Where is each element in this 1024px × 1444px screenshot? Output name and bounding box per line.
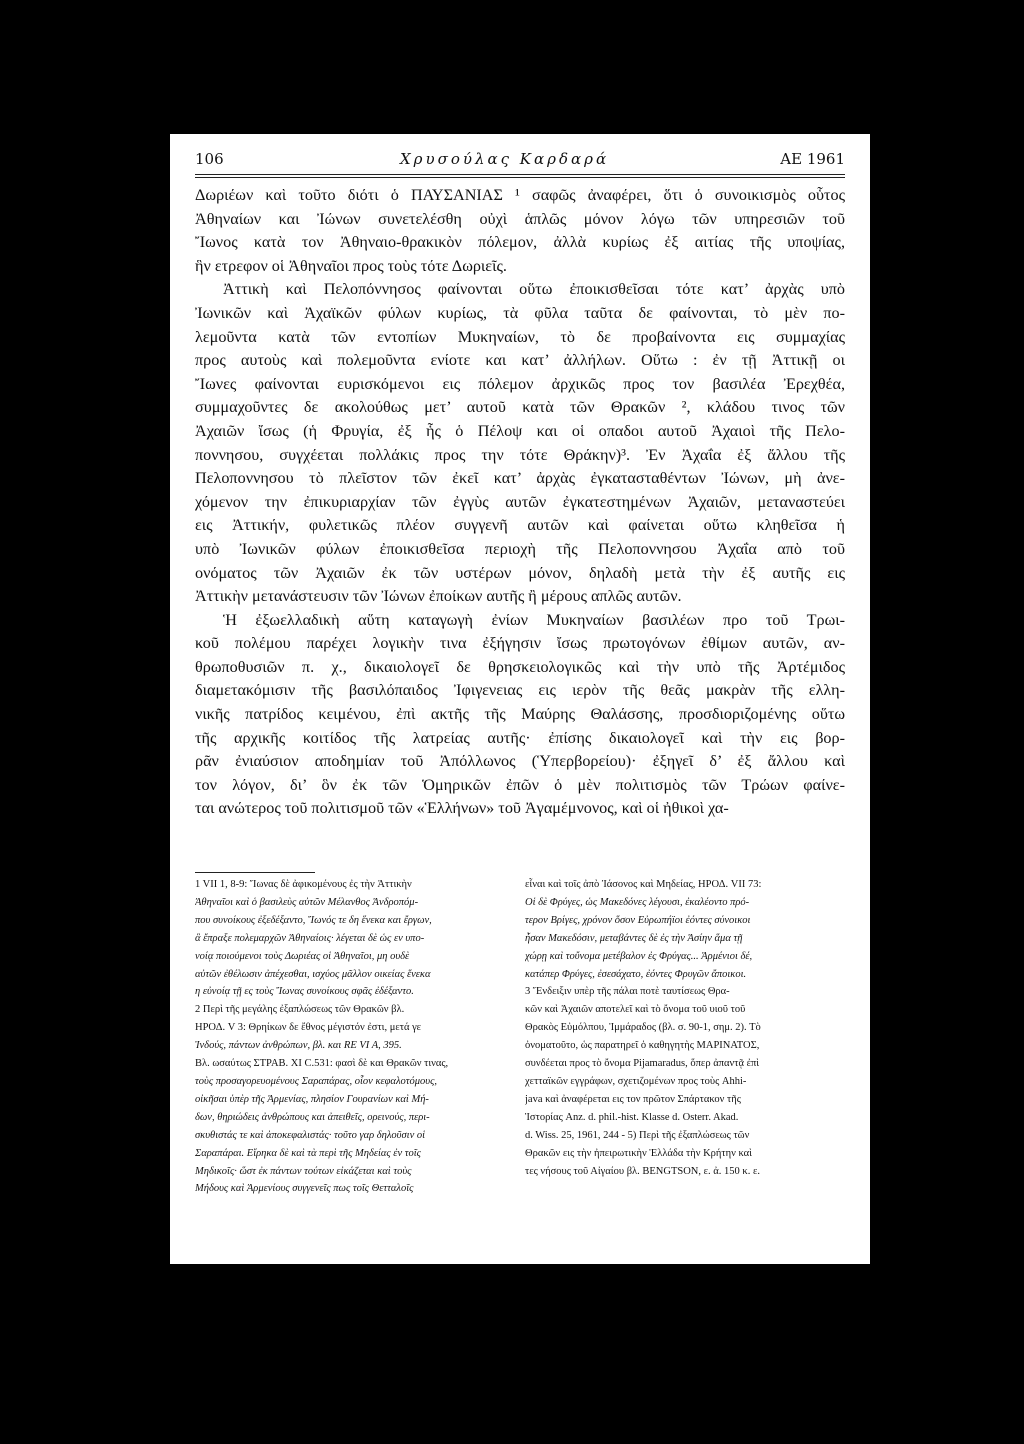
footnote-line: τες νήσους τοῦ Αἰγαίου βλ. BENGTSON, ε. ἀ. 150 κ. ε. <box>525 1165 760 1177</box>
footnote-line: ὀνοματοῦτο, ὡς παρατηρεῖ ὁ καθηγητὴς ΜΑΡΙΝΑΤΟΣ, <box>525 1040 760 1052</box>
footnote-line: νοίᾳ ποιούμενοι τοὺς Δωριέας οἱ Ἀθηναῖοι, μη ουδὲ <box>195 950 410 962</box>
footnote-line: οἰκῆσαι ὑπὲρ τῆς Ἀρμενίας, πλησίον Γουρανίων καὶ Μή- <box>195 1093 429 1105</box>
body-line: τον λόγον, δι’ ὃν ἐκ τῶν Ὁμηρικῶν ἐπῶν ὁ μὲν πολιτισμὸς τῶν Τρώων φαίνε- <box>195 775 845 794</box>
page-number: 106 <box>195 150 224 168</box>
footnote-line: Ἰνδούς, πάντων ἀνθρώπων, βλ. και RE VI A, 395. <box>195 1040 402 1052</box>
body-line: ται ανώτερος τοῦ πολιτισμοῦ τῶν «Ἑλλήνων» τοῦ Ἀγαμέμνονος, καὶ οἱ ἠθικοὶ χα- <box>195 799 729 818</box>
footnote-line: Ἱστορίας Anz. d. phil.-hist. Klasse d. Osterr. Akad. <box>525 1111 739 1123</box>
footnote-line: Οἱ δὲ Φρύγες, ὡς Μακεδόνες λέγουσι, ἐκαλέοντο πρό- <box>525 896 750 908</box>
footnote-line: εἶναι καὶ τοῖς ἀπὸ Ἰάσονος καὶ Μηδείας, ΗΡΟΔ. VII 73: <box>525 879 762 890</box>
body-line: Ἴωνος κατὰ τον Ἀθηναιο-θρακικὸν πόλεμον, ἀλλὰ κυρίως ἐξ αιτίας τῆς υποψίας, <box>195 233 845 252</box>
page-header <box>195 150 845 174</box>
body-line: θρωποθυσιῶν π. χ., δικαιολογεῖ δε θρησκειολογικῶς καὶ τὴν υπὸ τῆς Ἀρτέμιδος <box>195 657 845 676</box>
footnote-line: τερον Βρίγες, χρόνον ὅσον Εὐρωπήϊοι ἐόντες σύνοικοι <box>525 914 751 926</box>
footnotes-right-column <box>525 876 845 1180</box>
footnote-line: αὐτῶν ἐθέλωσιν ἀπέχεσθαι, ισχύος μᾶλλον οικείας ἕνεκα <box>195 968 431 980</box>
running-title: Χρυσούλας Καρδαρά <box>400 150 610 168</box>
footnote-line: ἃ ἔπραξε πολεμαρχῶν Ἀθηναίοις· λέγεται δὲ ὡς εν υπο- <box>195 932 425 944</box>
footnote-line: κῶν καὶ Ἀχαιῶν αποτελεῖ καὶ τὸ ὄνομα τοῦ υιοῦ τοῦ <box>525 1004 746 1016</box>
body-line: λεμοῦντα κατὰ τῶν εντοπίων Μυκηναίων, τὸ δε προβαίνοντα εις συμμαχίας <box>195 327 845 346</box>
body-line: Ἴωνες φαίνονται ευρισκόμενοι εις πόλεμον ἀρχικῶς προς τον βασιλέα Ἐρεχθέα, <box>195 374 845 393</box>
body-line: Ἀθηναίων και Ἰώνων συνετελέσθη οὐχὶ ἁπλῶς μόνον λόγω τῶν υπηρεσιῶν τοῦ <box>195 209 845 228</box>
footnotes-left-column <box>195 876 515 1198</box>
footnote-line: 2 Περὶ τῆς μεγάλης ἐξαπλώσεως τῶν Θρακῶν βλ. <box>195 1004 405 1016</box>
body-line: Ἰωνικῶν καὶ Ἀχαϊκῶν φύλων κυρίως, τὰ φῦλα ταῦτα δε φαίνονται, τὸ μὲν πο- <box>195 303 845 322</box>
body-line: προς αυτοὺς καὶ πολεμοῦντα ενίοτε και κατ’ ἀλλήλων. Οὕτω : ἐν τῇ Ἀττικῇ οι <box>195 351 845 370</box>
footnote-line: δων, θηριώδεις ἀνθρώπους και ἀπειθεῖς, ορεινούς, περι- <box>195 1111 430 1123</box>
journal-reference: ΑΕ 1961 <box>780 150 845 168</box>
body-line: ονόματος τῶν Ἀχαιῶν ἐκ τῶν υστέρων μόνον, δηλαδὴ μετὰ τὴν ἐξ αυτῆς εις <box>195 563 845 582</box>
footnote-line: Μήδους καὶ Ἀρμενίους συγγενεῖς πως τοῖς Θετταλοῖς <box>195 1183 414 1195</box>
footnote-line: ἦσαν Μακεδόσιν, μεταβάντες δὲ ἐς τὴν Ἀσίην ἅμα τῇ <box>525 932 743 944</box>
body-line: ἣν ετρεφον οἱ Ἀθηναῖοι προς τοὺς τότε Δωριεῖς. <box>195 256 507 275</box>
body-line: Ἀττικὴ καὶ Πελοπόννησος φαίνονται οὕτω ἐποικισθεῖσαι τότε κατ’ ἀρχὰς υπὸ <box>223 280 845 299</box>
footnote-line: που συνοίκους ἐξεδέξαντο, Ἴωνός τε δη ἕνεκα και ἔργων, <box>195 914 432 926</box>
body-line: νικῆς πατρίδος κειμένου, ἐπὶ ακτῆς τῆς Μαύρης Θαλάσσης, προσδιοριζομένης οὕτω <box>195 705 845 724</box>
body-line: ποννησου, συγχέεται πολλάκις προς την τότε Θράκην)³. Ἐν Ἀχαΐα ἐξ ἄλλου τῆς <box>195 445 845 464</box>
header-rule-second <box>195 177 845 178</box>
body-line: συμμαχοῦντες δε ακολούθως μετ’ αυτοῦ κατὰ τῶν Θρακῶν ², κλάδου τινος τῶν <box>195 398 845 417</box>
footnote-line: Θρακὸς Εὐμόλπου, Ἰμμάραδος (βλ. σ. 90-1, σημ. 2). Τὸ <box>525 1022 761 1034</box>
footnote-line: Ἀθηναῖοι καὶ ὁ βασιλεὺς αὐτῶν Μέλανθος Ἀνδροπόμ- <box>195 896 419 908</box>
footnote-line: d. Wiss. 25, 1961, 244 - 5) Περὶ τῆς ἐξαπλώσεως τῶν <box>525 1129 750 1141</box>
footnote-line: συνδέεται προς τὸ ὄνομα Pijamaradus, ὅπερ ἀπαντᾷ ἐπὶ <box>525 1058 760 1070</box>
footnote-separator <box>195 872 315 873</box>
footnote-line: Θρακῶν εις τὴν ἠπειρωτικὴν Ἑλλάδα τὴν Κρήτην καὶ <box>525 1147 752 1159</box>
body-line: υπὸ Ἰωνικῶν φύλων ἐποικισθεῖσα περιοχὴ τῆς Πελοποννησου Ἀχαΐα απὸ τοῦ <box>195 539 845 558</box>
body-line: κοῦ πολέμου παρέχει λογικὴν τινα ἐξήγησιν ἴσως πρωτογόνων ἐθίμων αυτῶν, αν- <box>195 634 845 653</box>
footnote-line: 1 VII 1, 8-9: Ἴωνας δὲ ἀφικομένους ἐς τὴν Ἀττικὴν <box>195 879 412 890</box>
body-line: Πελοποννησου τὸ πλεῖστον τῶν ἐκεῖ κατ’ ἀρχὰς ἐγκατασταθέντων Ἰώνων, μὴ ἀνε- <box>195 469 845 488</box>
footnote-line: τοὺς προσαγορευομένους Σαραπάρας, οἷον κεφαλοτόμους, <box>195 1075 437 1087</box>
footnote-line: Βλ. ωσαύτως ΣΤΡΑΒ. XI C.531: φασὶ δὲ και Θρακῶν τινας, <box>195 1058 449 1070</box>
body-line: Ἀχαιῶν ἴσως (ἡ Φρυγία, ἐξ ἧς ὁ Πέλοψ και οἱ οπαδοι αυτοῦ Ἀχαιοὶ τῆς Πελο- <box>195 421 845 440</box>
body-line: ρᾶν ἐνιαύσιον αποδημίαν τοῦ Ἀπόλλωνος (Ὑπερβορείου)· ἐξηγεῖ δ’ ἐξ ἄλλου καὶ <box>195 752 845 771</box>
body-line: Δωριέων καὶ τοῦτο διότι ὁ ΠΑΥΣΑΝΙΑΣ ¹ σαφῶς ἀναφέρει, ὅτι ὁ συνοικισμὸς οὗτος <box>195 186 845 204</box>
body-line: Ἀττικὴν μετανάστευσιν τῶν Ἰώνων ἐποίκων αυτῆς ἢ μέρους απλῶς αυτῶν. <box>195 587 682 606</box>
footnote-line: java καὶ ἀναφέρεται εις τον πρῶτον Σπάρτακον τῆς <box>525 1093 741 1105</box>
body-line: διαμετακόμισιν τῆς βασιλόπαιδος Ἰφιγενειας εις ιερὸν τῆς θεᾶς μακρὰν τῆς ελλη- <box>195 681 845 700</box>
footnote-line: χώρῃ καὶ τοὔνομα μετέβαλον ἐς Φρύγας... Ἀρμένιοι δέ, <box>525 950 753 962</box>
body-line: εις Ἀττικήν, φυλετικῶς πλέον συγγενῆ αυτῶν καὶ φαίνεται οὕτω κληθεῖσα ἡ <box>195 516 845 535</box>
footnote-line: χετταϊκῶν εγγράφων, σχετιζομένων προς τοὺς Ahhi- <box>525 1075 747 1087</box>
footnote-line: ΗΡΟΔ. V 3: Θρηίκων δε ἔθνος μέγιστόν ἐστι, μετά γε <box>195 1022 422 1034</box>
header-rule <box>195 174 845 175</box>
footnote-line: Μηδικοῖς· ὥστ ἐκ πάντων τούτων εἰκάζεται καὶ τοὺς <box>195 1165 412 1177</box>
body-line: τῆς αρχικῆς κοιτίδος τῆς λατρείας αυτῆς· ἐπίσης δικαιολογεῖ καὶ τὴν εις βορ- <box>195 728 845 747</box>
footnote-line: η εὐνοίᾳ τῇ ες τοὺς Ἴωνας συνοίκους σφᾶς ἐδέξαντο. <box>195 986 414 998</box>
footnote-line: σκυθιστάς τε καὶ ἀποκεφαλιστάς· τοῦτο γαρ δηλοῦσιν οἱ <box>195 1129 426 1141</box>
footnote-line: κατάπερ Φρύγες, ἐσεσάχατο, ἐόντες Φρυγῶν ἄποικοι. <box>525 968 747 980</box>
body-line: χόμενον την ἐπικυριαρχίαν τῶν ἐγγὺς αυτῶν ἐγκατεστημένων Ἀχαιῶν, μεταναστεύει <box>195 492 845 511</box>
main-text-block <box>195 184 845 821</box>
footnote-line: Σαραπάραι. Εἴρηκα δὲ καὶ τὰ περὶ τῆς Μηδείας ἐν τοῖς <box>195 1147 421 1159</box>
body-line: Ἡ ἐξωελλαδικὴ αὕτη καταγωγὴ ἐνίων Μυκηναίων βασιλέων προ τοῦ Τρωι- <box>223 610 845 629</box>
footnote-line: 3 Ἔνδειξιν υπὲρ τῆς πάλαι ποτὲ ταυτίσεως Θρα- <box>525 986 730 998</box>
